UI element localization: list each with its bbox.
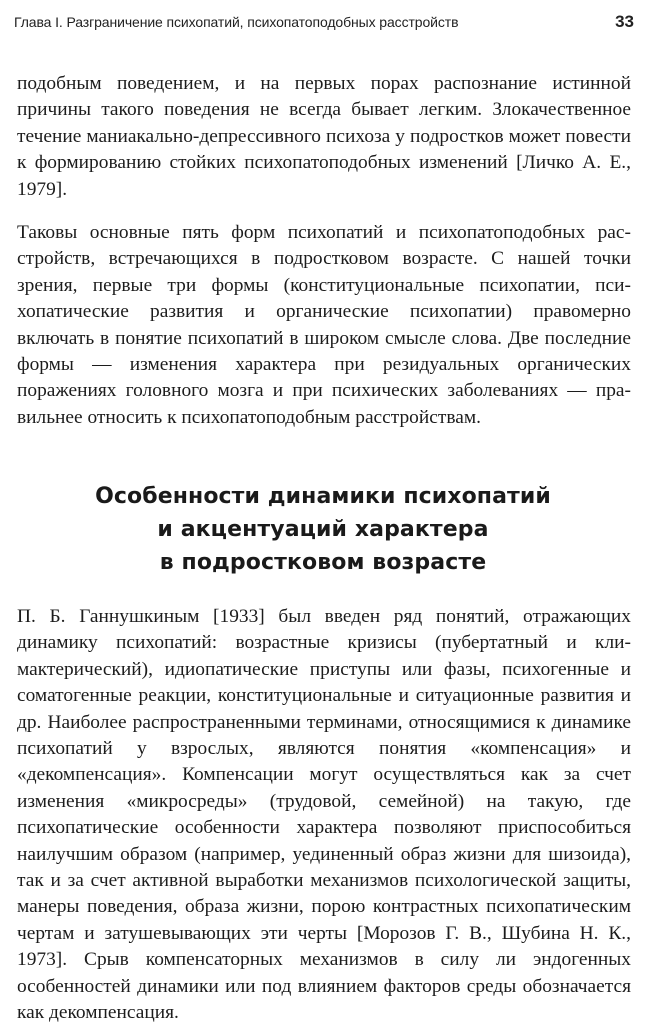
paragraph-1: [17, 71, 631, 203]
section-heading-line-1: Особенности динамики психопатий: [95, 484, 551, 509]
chapter-title: Глава I. Разграничение психопатий, психопатоподобных расстройств: [14, 14, 459, 30]
paragraph-2: [17, 220, 631, 431]
page-number: 33: [615, 12, 634, 31]
section-heading-line-3: в подростковом возрасте: [159, 550, 487, 575]
section-heading-line-2: и акцентуаций характера: [157, 517, 489, 542]
section-heading: [0, 480, 646, 579]
paragraph-text: Таковы основные пять форм психопатий и психопатоподобных расстройств, встречающихся в подростковом возрасте. С нашей точки зрения, первые три формы (конституциональные психопатии, психопатические развития и органические психопатии) правомерно включать в понятие психопатий в широком смысле слова. Две последние формы — изменения характера при резидуальных органических поражениях головного мозга и при психических заболеваниях — правильнее относить к психопатоподобным расстройствам.: [17, 222, 631, 428]
paragraph-text: П. Б. Ганнушкиным [1933] был введен ряд понятий, отражающих динамику психопатий: возрастные кризисы (пубертатный и климактерический), идиопатические приступы или фазы, психогенные и соматогенные реакции, конституциональные и ситуационные развития и др. Наиболее распространенными терминами, относящимися к динамике психопатий у взрослых, являются понятия «компенсация» и «декомпенсация». Компенсации могут осуществляться как за счет изменения «микросреды» (трудовой, семейной) на такую, где психопатические особенности характера позволяют приспособиться наилучшим образом (например, уединенный образ жизни для шизоида), так и за счет активной выработки механизмов психологической защиты, манеры поведения, образа жизни, порою контрастных психопатическим чертам и затушевывающих эти черты [Морозов Г. В., Шубина Н. К., 1973]. Срыв компенсаторных механизмов в силу ли эндогенных особенностей динамики или под влиянием факторов среды обозначается как декомпенсация.: [17, 606, 631, 1024]
paragraph-3: [17, 604, 631, 1027]
paragraph-text: подобным поведением, и на первых порах распознание истинной причины такого поведения не всегда бывает легким. Злокачественное течение маниакально-депрессивного психоза у подростков может повести к формированию стойких психопатоподобных изменений [Личко А. Е., 1979].: [17, 73, 631, 200]
running-header: [14, 12, 634, 36]
